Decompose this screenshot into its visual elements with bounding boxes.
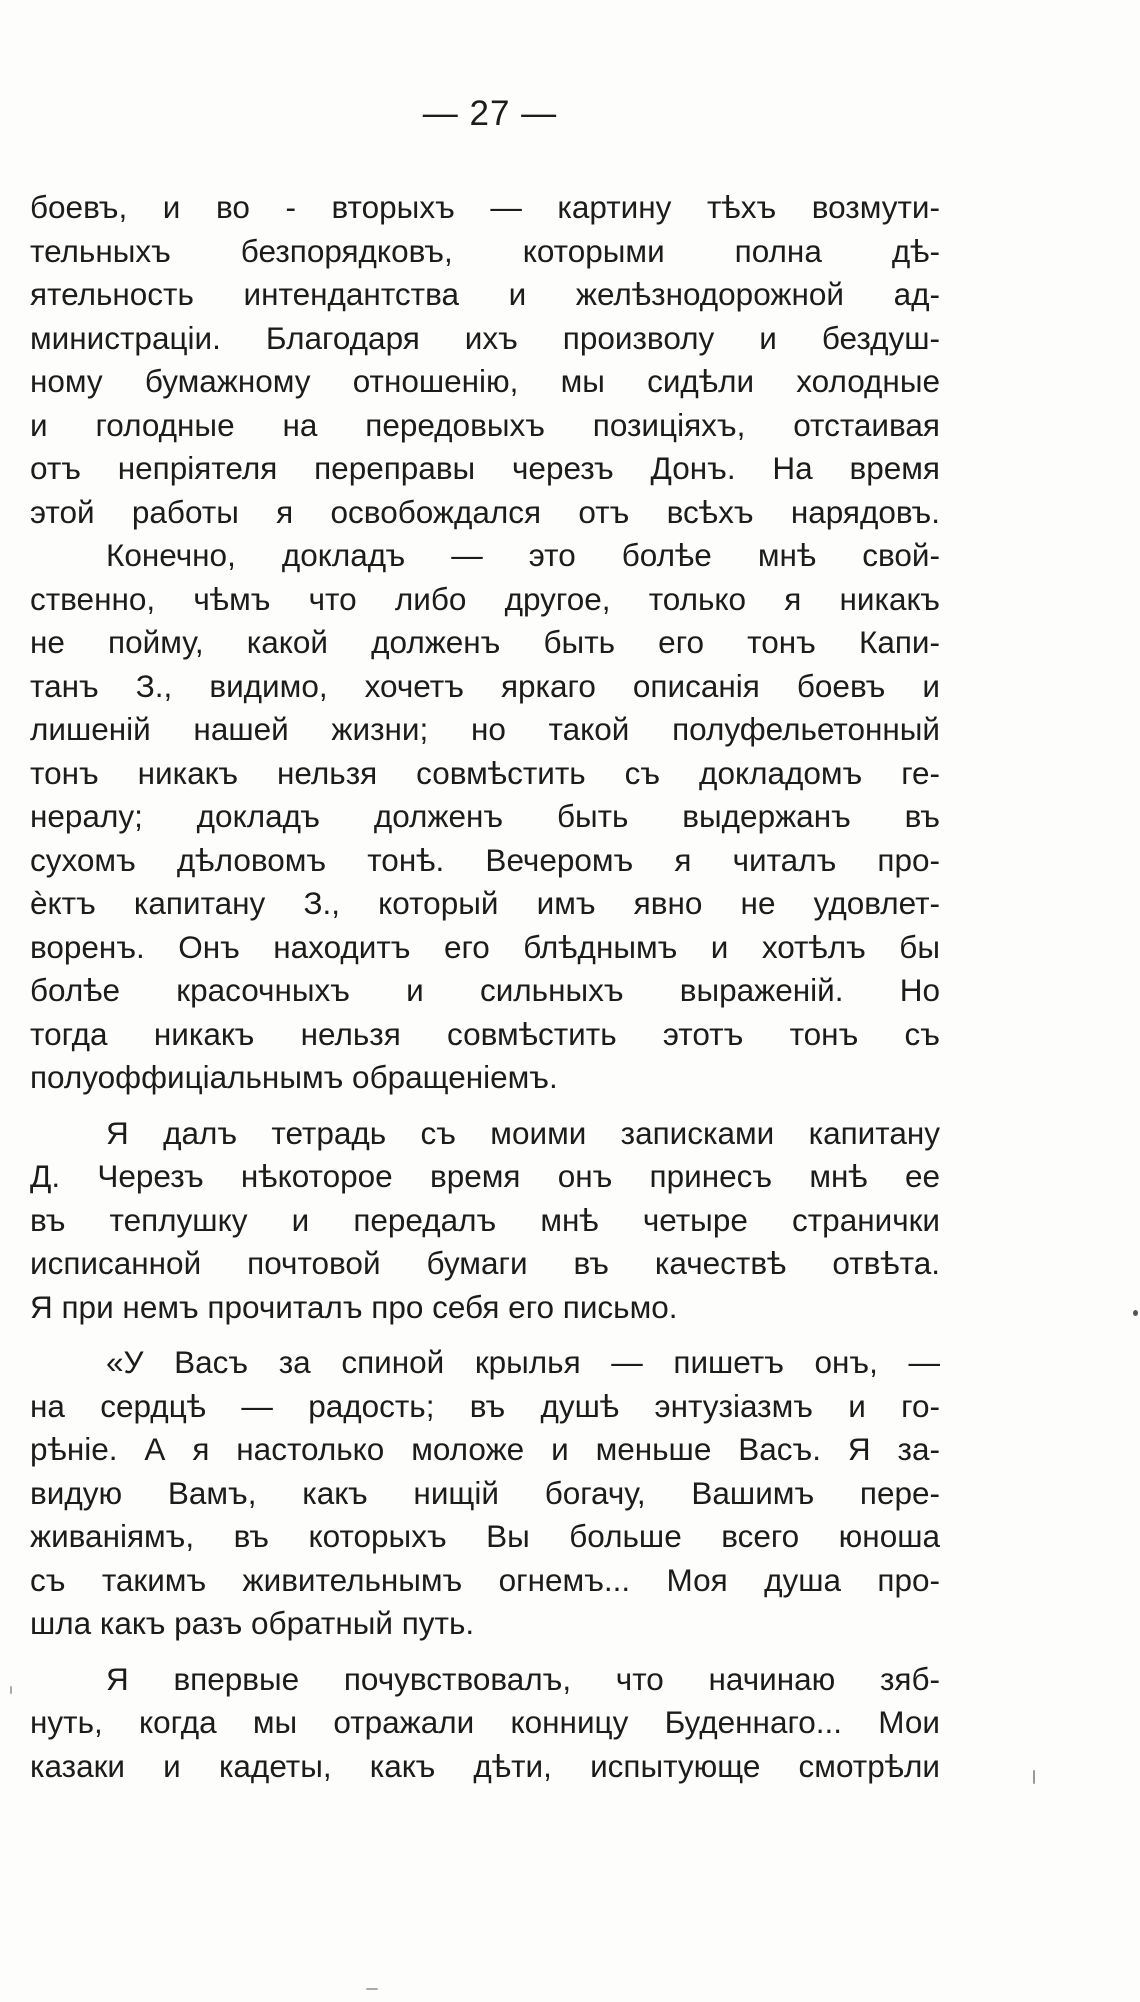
- page-number: — 27 —: [422, 94, 558, 133]
- text-line: ѐктъ капитану З., который имъ явно не удовлет-: [30, 885, 940, 921]
- paragraph-1: [30, 186, 940, 534]
- scan-speck: [366, 1988, 378, 1990]
- text-line: воренъ. Онъ находитъ его блѣднымъ и хотѣлъ бы: [30, 928, 940, 965]
- text-line: нералу; докладъ долженъ быть выдержанъ въ: [30, 798, 940, 834]
- paragraph-3: [30, 1112, 940, 1330]
- text-line: въ теплушку и передалъ мнѣ четыре странички: [30, 1201, 940, 1238]
- text-line: тогда никакъ нельзя совмѣстить этотъ тонъ съ: [30, 1015, 940, 1052]
- text-line: ятельность интендантства и желѣзнодорожной ад-: [30, 276, 940, 312]
- text-line: Я далъ тетрадь съ моими записками капитану: [106, 1114, 940, 1151]
- text-line: рѣніе. А я настолько моложе и меньше Васъ. Я за-: [30, 1431, 940, 1467]
- text-line: тельныхъ безпорядковъ, которыми полна дѣ-: [30, 232, 940, 269]
- text-line: ному бумажному отношенію, мы сидѣли холодные: [30, 363, 940, 399]
- text-line: на сердцѣ — радость; въ душѣ энтузіазмъ и го-: [30, 1387, 940, 1424]
- text-line: Конечно, докладъ — это болѣе мнѣ свой-: [106, 537, 940, 573]
- scan-speck: [1133, 1310, 1138, 1316]
- text-line: болѣе красочныхъ и сильныхъ выраженій. Но: [30, 972, 940, 1008]
- text-line: этой работы я освобождался отъ всѣхъ нарядовъ.: [30, 493, 940, 530]
- text-line: Я впервые почувствовалъ, что начинаю зяб-: [106, 1660, 940, 1697]
- text-line: боевъ, и во - вторыхъ — картину тѣхъ возмути-: [30, 189, 940, 225]
- text-line: министраціи. Благодаря ихъ произволу и бездуш-: [30, 319, 940, 356]
- text-line: сухомъ дѣловомъ тонѣ. Вечеромъ я читалъ про-: [30, 841, 940, 878]
- text-line: «У Васъ за спиной крылья — пишетъ онъ, —: [106, 1344, 940, 1380]
- text-line: съ такимъ живительнымъ огнемъ... Моя душа про-: [30, 1561, 940, 1598]
- scan-speck: [10, 1686, 12, 1694]
- paragraph-2: [30, 534, 940, 1100]
- text-line: видую Вамъ, какъ нищій богачу, Вашимъ пере-: [30, 1474, 940, 1511]
- text-line: исписанной почтовой бумаги въ качествѣ отвѣта.: [30, 1245, 940, 1281]
- text-line: и голодные на передовыхъ позиціяхъ, отстаивая: [30, 406, 940, 443]
- text-line: не пойму, какой долженъ быть его тонъ Капи-: [30, 624, 940, 660]
- body-text: [30, 186, 940, 1788]
- text-line: тонъ никакъ нельзя совмѣстить съ докладомъ ге-: [30, 754, 940, 791]
- text-line: ственно, чѣмъ что либо другое, только я никакъ: [30, 580, 940, 617]
- text-line: полуоффиціальнымъ обращеніемъ.: [30, 1059, 558, 1095]
- text-line: живаніямъ, въ которыхъ Вы больше всего юноша: [30, 1518, 940, 1554]
- text-line: шла какъ разъ обратный путь.: [30, 1605, 475, 1641]
- text-line: казаки и кадеты, какъ дѣти, испытующе смотрѣли: [30, 1747, 940, 1784]
- scan-speck: [1033, 1770, 1035, 1784]
- text-line: Я при немъ прочиталъ про себя его письмо.: [30, 1288, 678, 1325]
- text-line: танъ З., видимо, хочетъ яркаго описанія боевъ и: [30, 667, 940, 704]
- text-line: отъ непріятеля переправы черезъ Донъ. На время: [30, 450, 940, 486]
- text-line: нуть, когда мы отражали конницу Буденнаго... Мои: [30, 1704, 940, 1740]
- paragraph-4: [30, 1341, 940, 1646]
- paragraph-5: [30, 1658, 940, 1789]
- text-line: лишеній нашей жизни; но такой полуфельетонный: [30, 711, 940, 747]
- text-line: Д. Черезъ нѣкоторое время онъ принесъ мнѣ ее: [30, 1158, 940, 1194]
